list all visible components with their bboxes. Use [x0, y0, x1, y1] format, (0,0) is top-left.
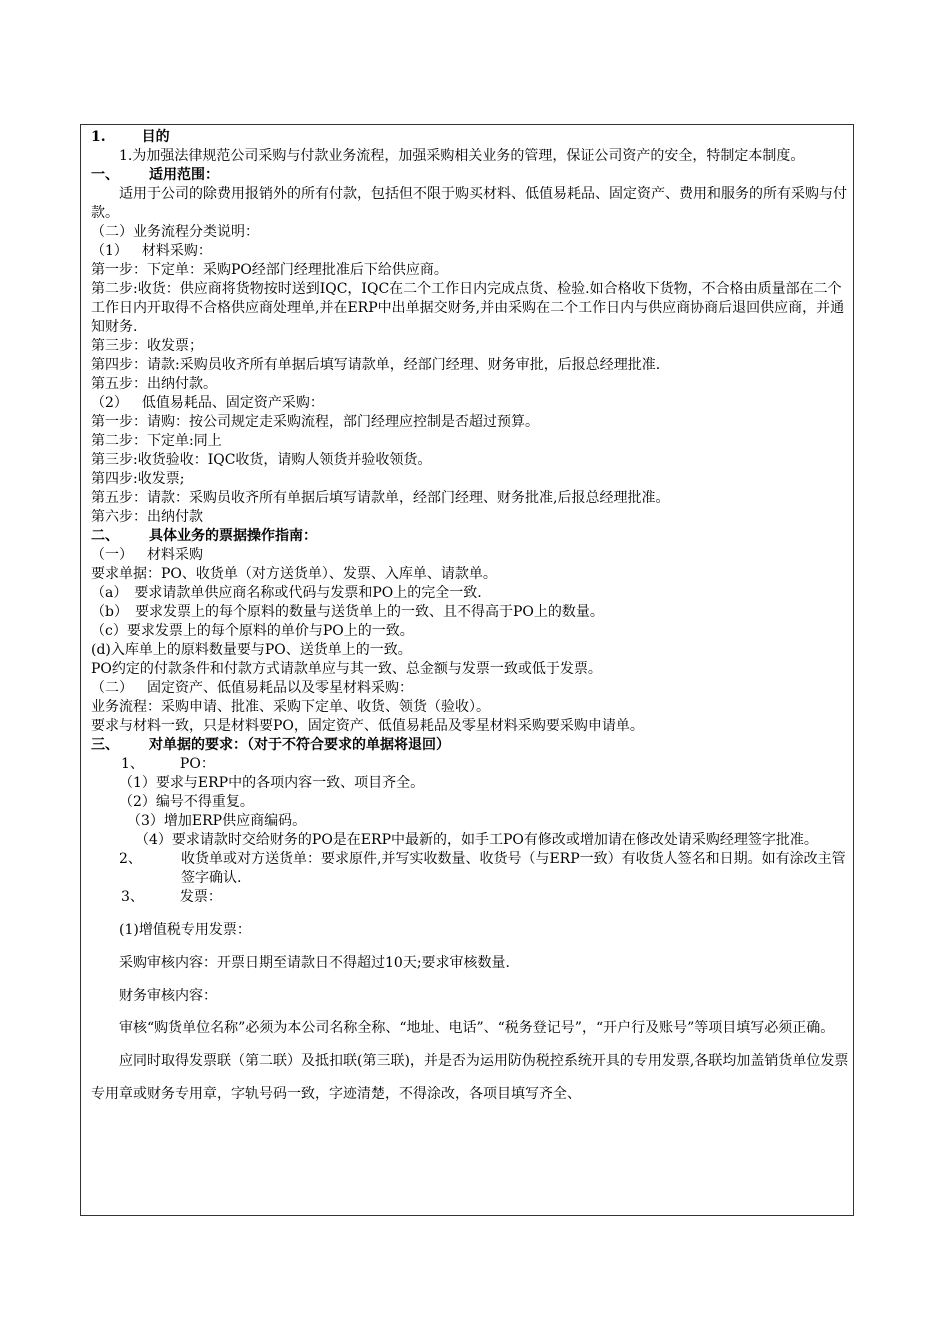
section-title: 具体业务的票据操作指南：	[149, 528, 317, 544]
item-number: （1）	[91, 243, 128, 259]
item-title: PO：	[179, 756, 215, 772]
section-number: 二、	[91, 528, 119, 544]
po-heading	[91, 755, 849, 774]
item-title: 材料采购：	[141, 243, 212, 259]
purpose-paragraph: 1.为加强法律规范公司采购与付款业务流程，加强采购相关业务的管理，保证公司资产的安全，特制定本制度。	[119, 148, 805, 164]
item-number: 2、	[119, 851, 142, 867]
step-text: 第五步：出纳付款。	[91, 376, 217, 392]
item-title: 固定资产、低值易耗品以及零星材料采购：	[147, 680, 413, 696]
finance-review-heading: 财务审核内容：	[119, 988, 217, 1004]
requirement-text: (d)入库单上的原料数量要与PO、送货单上的一致。	[91, 642, 412, 658]
section-title: 对单据的要求：（对于不符合要求的单据将退回）	[149, 737, 450, 753]
asset-purchase-heading	[91, 394, 849, 413]
item-number: （2）	[91, 395, 128, 411]
step-text: 第三步：收发票；	[91, 338, 203, 354]
fixed-asset-heading	[91, 679, 849, 698]
item-title: 材料采购	[147, 547, 203, 563]
document-body	[91, 128, 849, 1111]
step-text: 第六步：出纳付款	[91, 509, 203, 525]
scope-paragraph: 适用于公司的除费用报销外的所有付款，包括但不限于购买材料、低值易耗品、固定资产、费用和服务的所有采购与付款。	[91, 186, 847, 221]
receipt-rule	[91, 850, 849, 888]
document-frame	[80, 124, 854, 1216]
item-number: 3、	[121, 889, 144, 905]
requirement-text: （a） 要求请款单供应商名称或代码与发票和PO上的完全一致.	[91, 585, 482, 601]
item-number: 1、	[121, 756, 144, 772]
requirement-text: （c）要求发票上的每个原料的单价与PO上的一致。	[91, 623, 414, 639]
section-title: 适用范围：	[149, 167, 219, 183]
step-text: 第一步：请购：按公司规定走采购流程，部门经理应控制是否超过预算。	[91, 414, 539, 430]
item-number: （一）	[91, 547, 133, 563]
section-scope-heading	[91, 166, 849, 185]
requirement-text: 要求单据：PO、收货单（对方送货单）、发票、入库单、请款单。	[91, 566, 497, 582]
requirement-text: 要求与材料一致，只是材料要PO，固定资产、低值易耗品及零星材料采购要采购申请单。	[91, 718, 644, 734]
section-number: 1.	[91, 129, 106, 145]
step-text: 第二步：下定单:同上	[91, 433, 222, 449]
material-heading	[91, 546, 849, 565]
po-rule: （2）编号不得重复。	[119, 794, 254, 810]
item-title: 低值易耗品、固定资产采购：	[141, 395, 324, 411]
step-text: 第四步：请款:采购员收齐所有单据后填写请款单，经部门经理、财务审批，后报总经理批准.	[91, 357, 661, 373]
item-text: 收货单或对方送货单：要求原件,并写实收数量、收货号（与ERP一致）有收货人签名和日期。如有涂改主管签字确认.	[181, 851, 846, 886]
po-rule: （1）要求与ERP中的各项内容一致、项目齐全。	[119, 775, 425, 791]
section-guide-heading	[91, 527, 849, 546]
section-number: 三、	[91, 737, 119, 753]
step-text: 第三步:收货验收：IQC收货，请购人领货并验收领货。	[91, 452, 432, 468]
step-text: 第五步：请款：采购员收齐所有单据后填写请款单，经部门经理、财务批准,后报总经理批准。	[91, 490, 670, 506]
po-rule: （4）要求请款时交给财务的PO是在ERP中最新的，如手工PO有修改或增加请在修改处请采购经理签字批准。	[135, 832, 818, 848]
invoice-type: (1)增值税专用发票：	[119, 922, 251, 938]
finance-review-rule: 应同时取得发票联（第二联）及抵扣联(第三联)，并是否为运用防伪税控系统开具的专用发票,各联均加盖销货单位发票专用章或财务专用章，字轨号码一致，字迹清楚，不得涂改，各项目填写齐全、	[91, 1053, 849, 1102]
requirement-text: PO约定的付款条件和付款方式请款单应与其一致、总金额与发票一致或低于发票。	[91, 661, 602, 677]
item-title: 发票：	[179, 889, 222, 905]
section-number: 一、	[91, 167, 119, 183]
step-text: 第二步:收货：供应商将货物按时送到IQC，IQC在二个工作日内完成点货、检验.如合格收下货物，不合格由质量部在二个工作日内开取得不合格供应商处理单,并在ERP中出单据交财务,并由采购在二个工作日内与供应商协商后退回供应商，并通知财务.	[91, 281, 845, 335]
step-text: 第四步:收发票;	[91, 471, 185, 487]
purchase-review: 采购审核内容：开票日期至请款日不得超过10天;要求审核数量.	[119, 955, 510, 971]
item-number: （二）	[91, 680, 133, 696]
requirement-text: 业务流程：采购申请、批准、采购下定单、收货、领货（验收）。	[91, 699, 490, 715]
invoice-heading	[91, 888, 849, 907]
section-title: 目的	[141, 129, 170, 145]
po-rule: （3）增加ERP供应商编码。	[127, 813, 307, 829]
section-docs-heading	[91, 736, 849, 755]
finance-review-rule: 审核“购货单位名称”必须为本公司名称全称、“地址、电话”、“税务登记号”，“开户行及账号”等项目填写必须正确。	[119, 1020, 835, 1036]
section-purpose-heading	[91, 128, 849, 147]
requirement-text: （b） 要求发票上的每个原料的数量与送货单上的一致、且不得高于PO上的数量。	[91, 604, 604, 620]
step-text: 第一步：下定单：采购PO经部门经理批准后下给供应商。	[91, 262, 448, 278]
material-purchase-heading	[91, 242, 849, 261]
subsection-heading: （二）业务流程分类说明：	[91, 224, 259, 240]
